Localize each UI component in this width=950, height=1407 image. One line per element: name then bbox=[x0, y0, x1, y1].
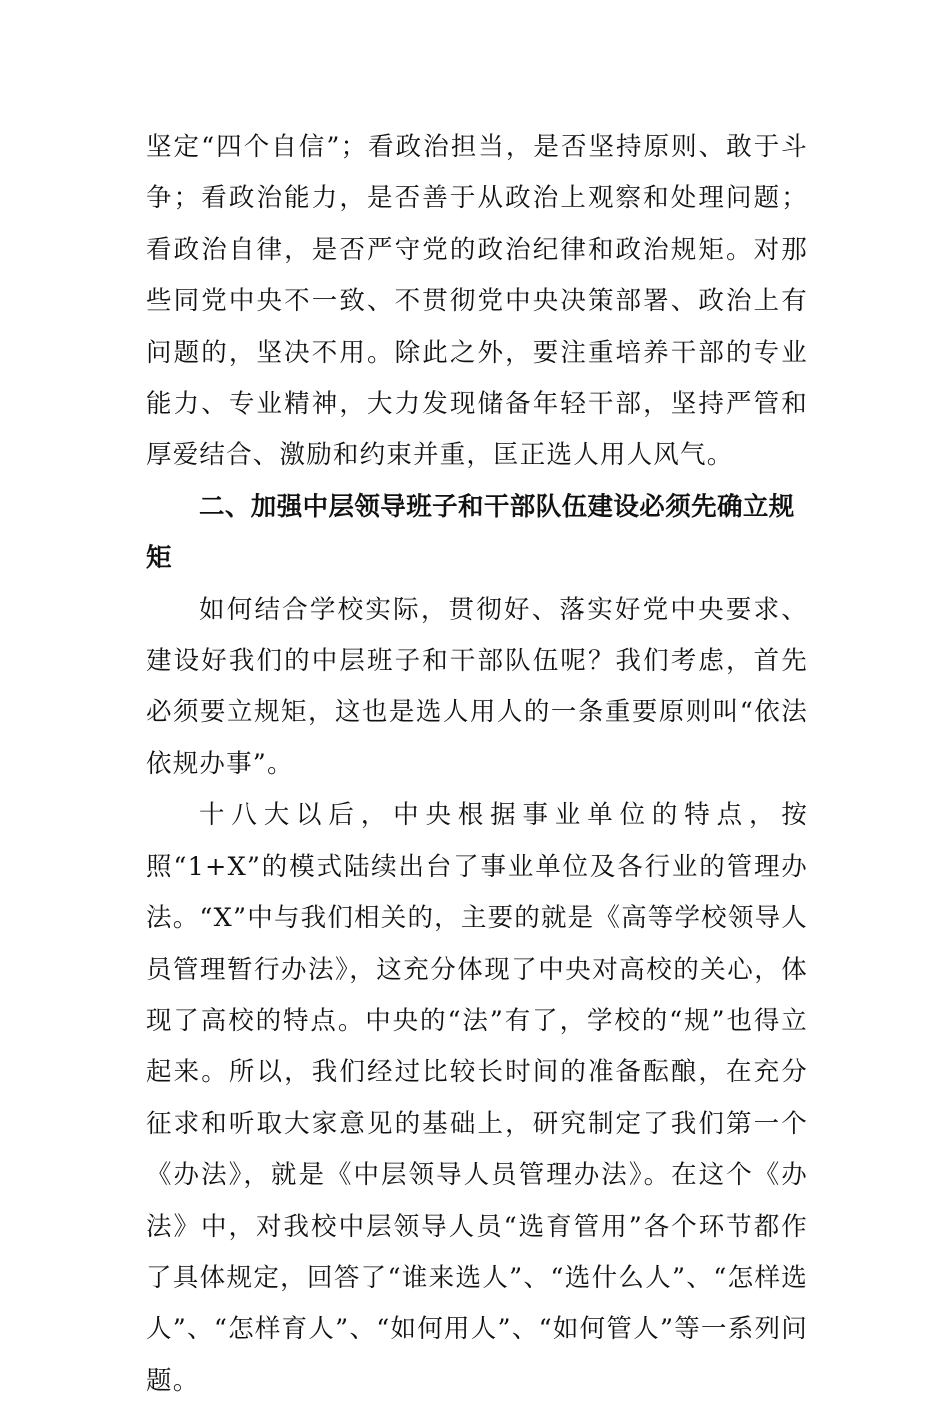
paragraph-management-rules: 十八大以后，中央根据事业单位的特点，按照“1+X”的模式陆续出台了事业单位及各行业的管理办法。“X”中与我们相关的，主要的就是《高等学校领导人员管理暂行办法》，这充分体现了中央对高校的关心，体现了高校的特点。中央的“法”有了，学校的“规”也得立起来。所以，我们经过比较长时间的准备酝酿，在充分征求和听取大家意见的基础上，研究制定了我们第一个《办法》，就是《中层领导人员管理办法》。在这个《办法》中，对我校中层领导人员“选育管用”各个环节都作了具体规定，回答了“谁来选人”、“选什么人”、“怎样选人”、“怎样育人”、“如何用人”、“如何管人”等一系列问题。 bbox=[146, 800, 808, 1396]
paragraph-continued: 坚定“四个自信”；看政治担当，是否坚持原则、敢于斗争；看政治能力，是否善于从政治上观察和处理问题；看政治自律，是否严守党的政治纪律和政治规矩。对那些同党中央不一致、不贯彻党中央决策部署、政治上有问题的，坚决不用。除此之外，要注重培养干部的专业能力、专业精神，大力发现储备年轻干部，坚持严管和厚爱结合、激励和约束并重，匡正选人用人风气。 bbox=[146, 132, 808, 471]
section-heading: 二、加强中层领导班子和干部队伍建设必须先确立规矩 bbox=[146, 491, 795, 574]
paragraph-how-to-build: 如何结合学校实际，贯彻好、落实好党中央要求、建设好我们的中层班子和干部队伍呢？我们考虑，首先必须要立规矩，这也是选人用人的一条重要原则叫“依法依规办事”。 bbox=[146, 594, 808, 779]
document-body bbox=[146, 122, 808, 1407]
